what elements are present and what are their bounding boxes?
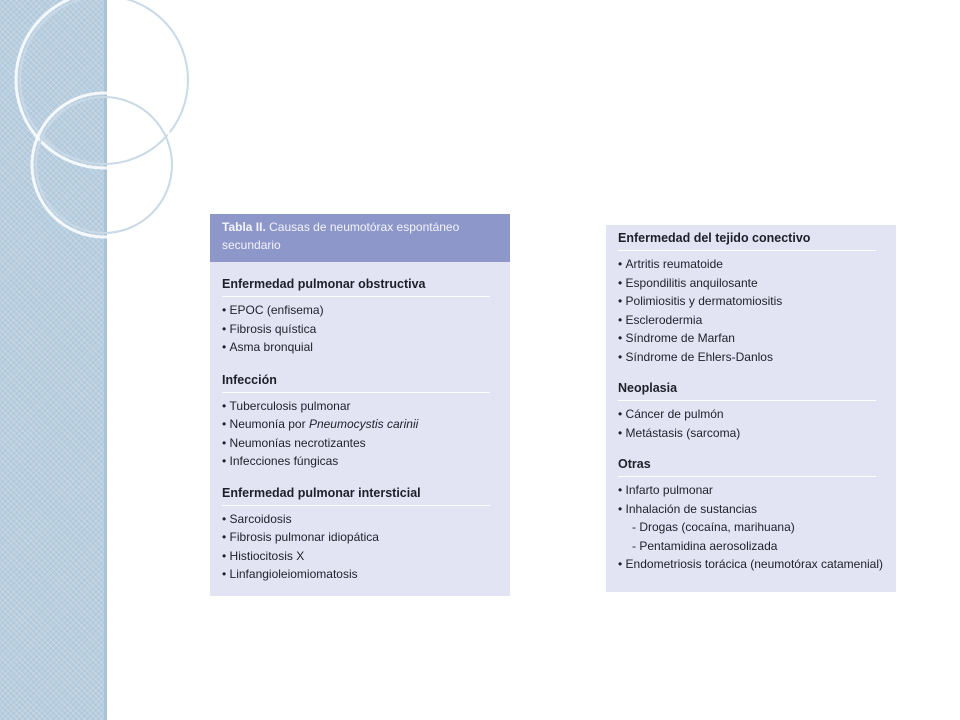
section-infection — [210, 372, 510, 471]
list-item-text: Neumonía por — [229, 417, 306, 431]
list-item: • Artritis reumatoide — [618, 255, 882, 274]
section-others — [606, 456, 896, 574]
list-item: • Inhalación de sustancias — [618, 500, 882, 519]
decorative-circles — [0, 0, 220, 260]
list-subitem: - Drogas (cocaína, marihuana) — [618, 518, 882, 537]
section-title: Infección — [222, 372, 490, 393]
list-item: • Neumonías necrotizantes — [222, 434, 496, 453]
list-item: • EPOC (enfisema) — [222, 301, 496, 320]
section-title: Enfermedad pulmonar intersticial — [222, 485, 490, 506]
list-item: • Fibrosis quística — [222, 320, 496, 339]
list-item: • Polimiositis y dermatomiositis — [618, 292, 882, 311]
list-item: • Espondilitis anquilosante — [618, 274, 882, 293]
italic-organism-name: Pneumocystis carinii — [308, 417, 419, 431]
list-item: • Síndrome de Marfan — [618, 329, 882, 348]
list-item: • Infarto pulmonar — [618, 481, 882, 500]
table-label: Tabla II. — [222, 220, 266, 234]
causes-table-right-panel — [606, 225, 896, 592]
list-item-pneumocystis — [222, 415, 496, 434]
list-item: • Linfangioleiomiomatosis — [222, 565, 496, 584]
list-item: • Sarcoidosis — [222, 510, 496, 529]
list-item: • Tuberculosis pulmonar — [222, 397, 496, 416]
list-item: • Asma bronquial — [222, 338, 496, 357]
section-neoplasia — [606, 380, 896, 442]
section-interstitial — [210, 485, 510, 584]
causes-table-left-panel — [210, 214, 510, 596]
list-item: • Fibrosis pulmonar idiopática — [222, 528, 496, 547]
list-subitem: - Pentamidina aerosolizada — [618, 537, 882, 556]
list-item: • Infecciones fúngicas — [222, 452, 496, 471]
list-item: • Endometriosis torácica (neumotórax catamenial) — [618, 555, 882, 574]
section-title: Enfermedad pulmonar obstructiva — [222, 276, 490, 297]
list-item: • Metástasis (sarcoma) — [618, 424, 882, 443]
list-item: • Histiocitosis X — [222, 547, 496, 566]
table-title: Causas de neumotórax espontáneo secundario — [222, 220, 460, 252]
list-item: • Cáncer de pulmón — [618, 405, 882, 424]
section-title: Enfermedad del tejido conectivo — [618, 230, 876, 251]
table-header — [210, 214, 510, 262]
section-obstructive — [210, 276, 510, 357]
list-item: • Síndrome de Ehlers-Danlos — [618, 348, 882, 367]
section-title: Neoplasia — [618, 380, 876, 401]
section-title: Otras — [618, 456, 876, 477]
section-connective-tissue — [606, 230, 896, 366]
list-item: • Esclerodermia — [618, 311, 882, 330]
